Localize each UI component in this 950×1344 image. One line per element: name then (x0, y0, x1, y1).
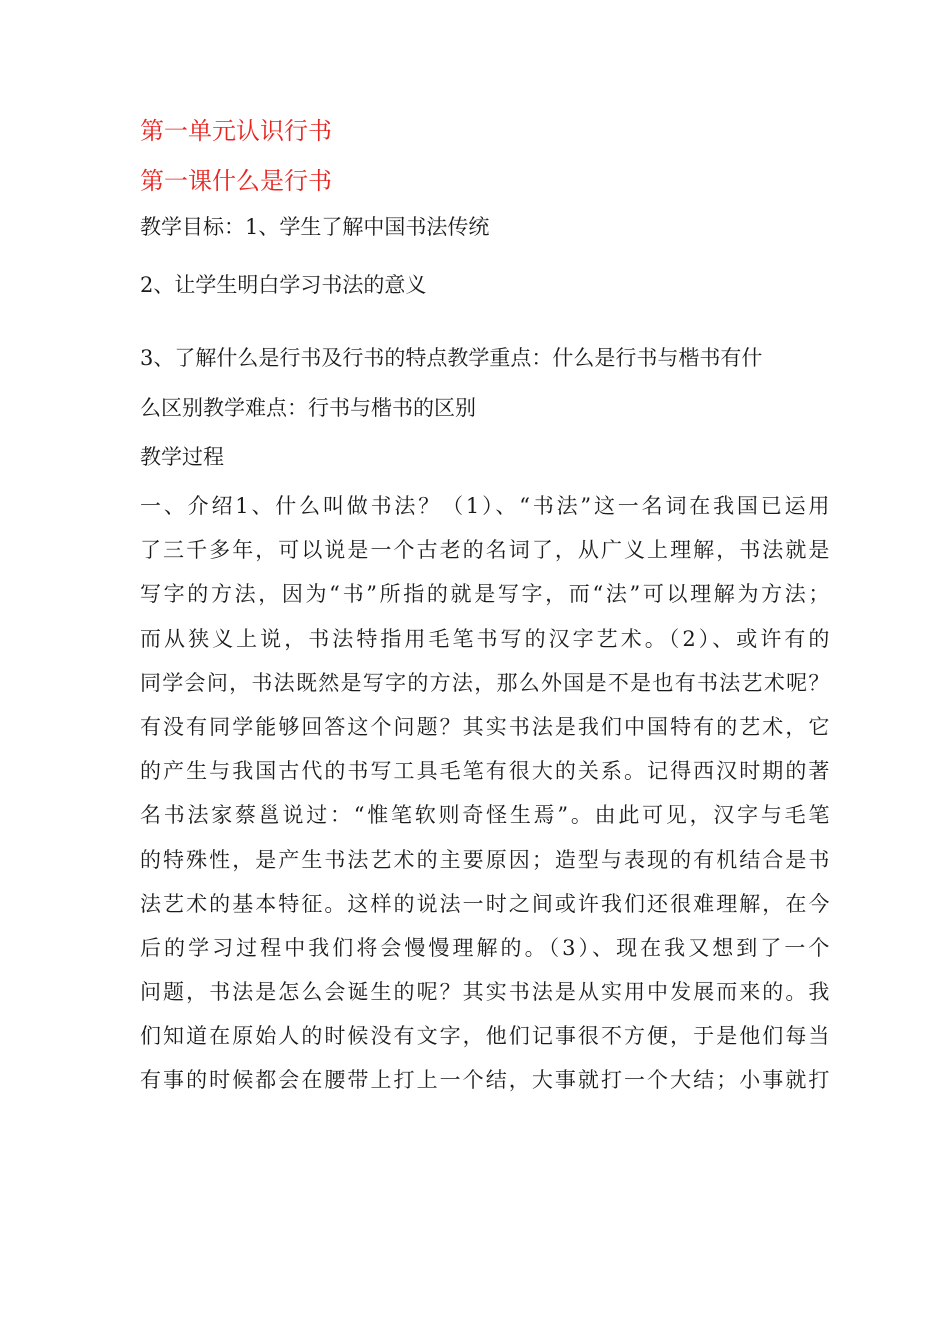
objective-line-3-continued: 么区别教学难点：行书与楷书的区别 (140, 396, 476, 420)
body-line: 而从狭义上说，书法特指用毛笔书写的汉字艺术。（2）、或许有的 (140, 626, 830, 651)
body-line: 写字的方法，因为“书”所指的就是写字，而“法”可以理解为方法； (140, 582, 830, 607)
objective-line-2: 2、让学生明白学习书法的意义 (140, 273, 427, 297)
body-line: 名书法家蔡邕说过：“惟笔软则奇怪生焉”。由此可见，汉字与毛笔 (140, 803, 830, 828)
lesson-title: 第一课什么是行书 (140, 167, 332, 195)
process-heading: 教学过程 (140, 445, 224, 469)
body-line: 了三千多年，可以说是一个古老的名词了，从广义上理解，书法就是 (140, 538, 830, 563)
body-line: 们知道在原始人的时候没有文字，他们记事很不方便，于是他们每当 (140, 1024, 830, 1049)
body-line: 同学会问，书法既然是写字的方法，那么外国是不是也有书法艺术呢？ (140, 670, 830, 695)
unit-title: 第一单元认识行书 (140, 117, 332, 145)
body-line: 有事的时候都会在腰带上打上一个结，大事就打一个大结；小事就打 (140, 1068, 830, 1093)
body-line: 的特殊性，是产生书法艺术的主要原因；造型与表现的有机结合是书 (140, 847, 830, 872)
objective-line-1: 教学目标：1、学生了解中国书法传统 (140, 215, 490, 239)
body-line: 的产生与我国古代的书写工具毛笔有很大的关系。记得西汉时期的著 (140, 759, 830, 784)
body-line: 有没有同学能够回答这个问题？其实书法是我们中国特有的艺术，它 (140, 714, 830, 739)
body-text (140, 491, 830, 1095)
body-line: 问题，书法是怎么会诞生的呢？其实书法是从实用中发展而来的。我 (140, 980, 830, 1005)
body-line: 法艺术的基本特征。这样的说法一时之间或许我们还很难理解，在今 (140, 891, 830, 916)
body-line: 一、介绍1、什么叫做书法？（1）、“书法”这一名词在我国已运用 (140, 494, 830, 518)
body-line: 后的学习过程中我们将会慢慢理解的。（3）、现在我又想到了一个 (140, 935, 830, 960)
objective-line-3: 3、了解什么是行书及行书的特点教学重点：什么是行书与楷书有什 (140, 346, 763, 370)
